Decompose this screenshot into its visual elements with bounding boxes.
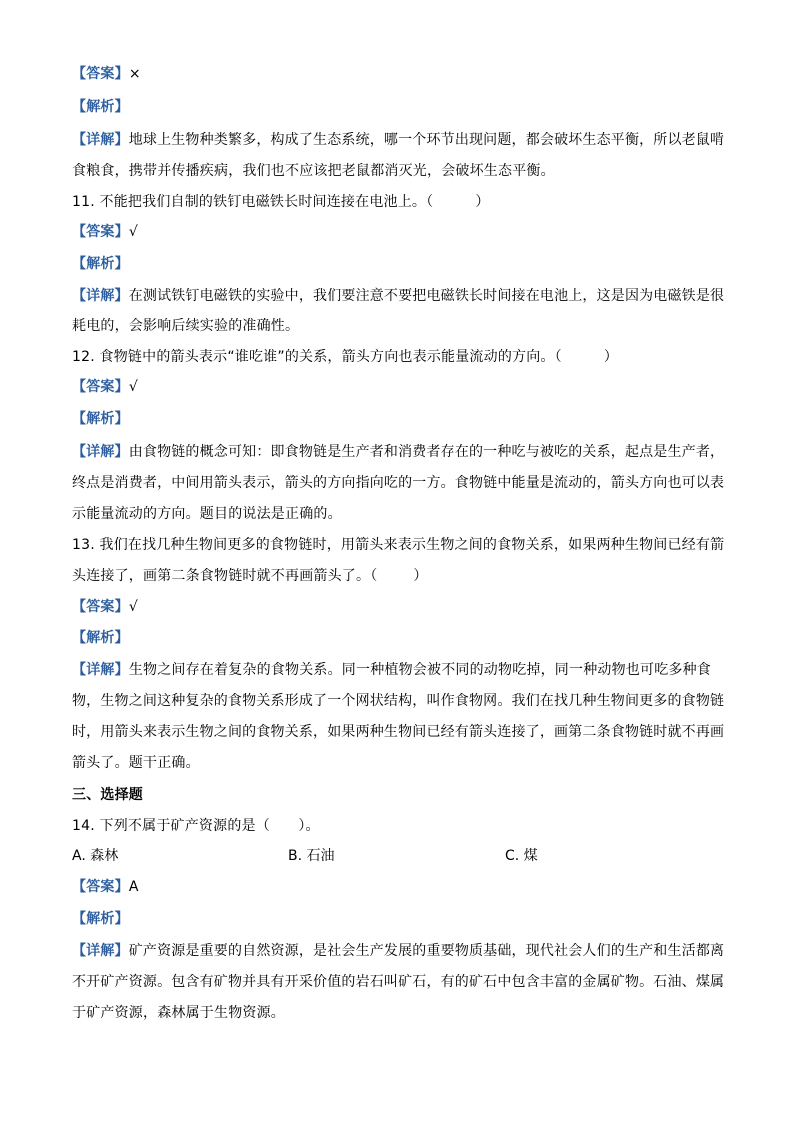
q14-detail-line-2: 不开矿产资源。包含有矿物并具有开采价值的岩石叫矿石，有的矿石中包含丰富的金属矿物。石油、煤属 bbox=[72, 974, 725, 990]
q14-option-c: C. 煤 bbox=[505, 848, 538, 864]
q11-answer: √ bbox=[128, 224, 138, 240]
q14-answer-line: 【答案】A bbox=[72, 879, 139, 895]
q11-answer-line: 【答案】√ bbox=[72, 224, 138, 240]
q11-detail-line-1: 【详解】在测试铁钉电磁铁的实验中，我们要注意不要把电磁铁长时间接在电池上，这是因为电磁铁是很 bbox=[72, 288, 725, 304]
q12-answer-line: 【答案】√ bbox=[72, 379, 138, 395]
q14-detail-line-3: 于矿产资源，森林属于生物资源。 bbox=[72, 1005, 285, 1021]
q13-question-line-2: 头连接了，画第二条食物链时就不再画箭头了。（ ） bbox=[72, 568, 428, 584]
q10-answer: × bbox=[128, 66, 141, 82]
q13-detail-line-3: 时，用箭头来表示生物之间的食物关系，如果两种生物间已经有箭头连接了，画第二条食物链时就不再画 bbox=[72, 724, 725, 740]
q10-detail-line-2: 食粮食，携带并传播疾病，我们也不应该把老鼠都消灭光，会破坏生态平衡。 bbox=[72, 163, 555, 179]
q14-analysis-label: 【解析】 bbox=[72, 911, 129, 927]
q13-detail-line-2: 物，生物之间这种复杂的食物关系形成了一个网状结构，叫作食物网。我们在找几种生物间更多的食物链 bbox=[72, 693, 725, 709]
q14-option-b: B. 石油 bbox=[288, 848, 335, 864]
section-3-title: 三、选择题 bbox=[72, 787, 143, 803]
detail-label: 【详解】 bbox=[72, 132, 129, 148]
q14-question: 14. 下列不属于矿产资源的是（ ）。 bbox=[72, 818, 320, 834]
q13-question-line-1: 13. 我们在找几种生物间更多的食物链时，用箭头来表示生物之间的食物关系，如果两种生物间已经有箭 bbox=[72, 537, 725, 553]
q14-option-a: A. 森林 bbox=[72, 848, 119, 864]
q14-answer: A bbox=[128, 879, 139, 895]
q14-detail-line-1: 【详解】矿产资源是重要的自然资源，是社会生产发展的重要物质基础，现代社会人们的生产和生活都离 bbox=[72, 943, 725, 959]
q12-detail-line-2: 终点是消费者，中间用箭头表示，箭头的方向指向吃的一方。食物链中能量是流动的，箭头方向也可以表 bbox=[72, 475, 725, 491]
q12-question: 12. 食物链中的箭头表示“谁吃谁”的关系，箭头方向也表示能量流动的方向。（ ） bbox=[72, 349, 619, 365]
q13-analysis-label: 【解析】 bbox=[72, 630, 129, 646]
q12-detail-line-3: 示能量流动的方向。题目的说法是正确的。 bbox=[72, 506, 342, 522]
answer-label: 【答案】 bbox=[72, 66, 129, 82]
q12-detail-line-1: 【详解】由食物链的概念可知：即食物链是生产者和消费者存在的一种吃与被吃的关系，起点是生产者， bbox=[72, 444, 725, 460]
q12-analysis-label: 【解析】 bbox=[72, 411, 129, 427]
q13-detail-line-1: 【详解】生物之间存在着复杂的食物关系。同一种植物会被不同的动物吃掉，同一种动物也可吃多种食 bbox=[72, 662, 712, 678]
q13-answer: √ bbox=[128, 599, 138, 615]
q12-answer: √ bbox=[128, 379, 138, 395]
q13-detail-line-4: 箭头了。题干正确。 bbox=[72, 755, 200, 771]
q13-answer-line: 【答案】√ bbox=[72, 599, 138, 615]
q10-answer-line bbox=[72, 64, 141, 84]
q10-detail-line-1: 【详解】地球上生物种类繁多，构成了生态系统，哪一个环节出现问题，都会破坏生态平衡，所以老鼠啃 bbox=[72, 132, 725, 148]
q11-analysis-label: 【解析】 bbox=[72, 256, 129, 272]
q11-detail-line-2: 耗电的，会影响后续实验的准确性。 bbox=[72, 318, 300, 334]
q11-question: 11. 不能把我们自制的铁钉电磁铁长时间连接在电池上。（ ） bbox=[72, 194, 490, 210]
q10-analysis-label: 【解析】 bbox=[72, 99, 129, 115]
